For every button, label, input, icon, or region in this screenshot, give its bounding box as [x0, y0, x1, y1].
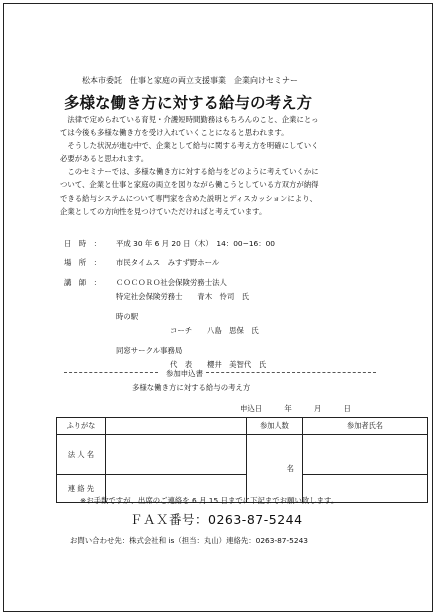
intro-line: 必要があると思われます。 — [60, 154, 149, 164]
lecturer-org: ＣＯＣＯＲＯ社会保険労務士法人 — [116, 278, 227, 287]
divider-left — [64, 372, 158, 373]
date-value: 平成 30 年 6 月 20 日（木） 14：00−16：00 — [116, 239, 276, 248]
form-section-label: 参加申込書 — [166, 369, 203, 378]
lecturer-name: コーチ 八島 思保 氏 — [170, 326, 259, 335]
form-title: 多様な働き方に対する給与の考え方 — [132, 383, 251, 392]
date-label: 日 時 ： — [64, 239, 101, 248]
participant-names-label: 参加者氏名 — [303, 418, 428, 435]
contact-label: 連 絡 先 — [57, 475, 106, 503]
event-subtitle: 松本市委託 仕事と家庭の両立支援事業 企業向けセミナー — [82, 76, 298, 85]
intro-line: ついて、企業と仕事と家庭の両立を図りながら働こうとしている方双方が納得 — [60, 180, 319, 190]
rsvp-note: ※お手数ですが、出席のご連絡を 6 月 15 日までに下記までお願い致します。 — [80, 496, 339, 505]
count-suffix: 名 — [286, 463, 294, 473]
intro-line: ては今後も多様な働き方を受け入れていくことになると思われます。 — [60, 128, 289, 138]
application-form-table — [56, 417, 428, 503]
application-date: 申込日 年 月 日 — [240, 404, 351, 413]
furigana-label: ふりがな — [57, 418, 106, 435]
lecturer-name: 特定社会保険労務士 青木 怜司 氏 — [116, 292, 250, 301]
lecturer-org: 時の駅 — [116, 312, 139, 321]
intro-line: このセミナーでは、多様な働き方に対する給与をどのように考えていくかに — [60, 167, 319, 177]
furigana-input[interactable] — [106, 418, 247, 435]
place-value: 市民タイムス みすず野ホール — [116, 258, 220, 267]
participants-label: 参加人数 — [247, 418, 303, 435]
lecturer-org: 同窓サークル事務局 — [116, 346, 183, 355]
intro-line: できる給与システムについて専門家を含めた説明とディスカッションにより、 — [60, 193, 317, 203]
page-title: 多様な働き方に対する給与の考え方 — [64, 93, 313, 112]
company-label: 法 人 名 — [57, 435, 106, 475]
participant-names-input[interactable] — [303, 435, 428, 475]
company-input[interactable] — [106, 435, 247, 475]
participant-count-input[interactable] — [247, 435, 303, 503]
intro-line: そうした状況が進む中で、企業として給与に関する考え方を明確にしていく — [60, 141, 319, 151]
inquiry-contact: お問い合わせ先：株式会社和 is（担当：丸山）連絡先：0263-87-5243 — [70, 536, 308, 545]
divider-right — [206, 372, 376, 373]
intro-line: 法律で定められている育児・介護短時間勤務はもちろんのこと、企業にとっ — [60, 115, 319, 124]
lecturer-label: 講 師 ： — [64, 278, 101, 287]
fax-number: ＦＡＸ番号：0263-87-5244 — [130, 512, 303, 527]
place-label: 場 所 ： — [64, 258, 101, 267]
intro-line: 企業としての方向性を見つけていただければと考えています。 — [60, 206, 267, 216]
lecturer-name: 代 表 櫻井 美智代 氏 — [170, 360, 267, 369]
intro-paragraph — [60, 113, 319, 218]
